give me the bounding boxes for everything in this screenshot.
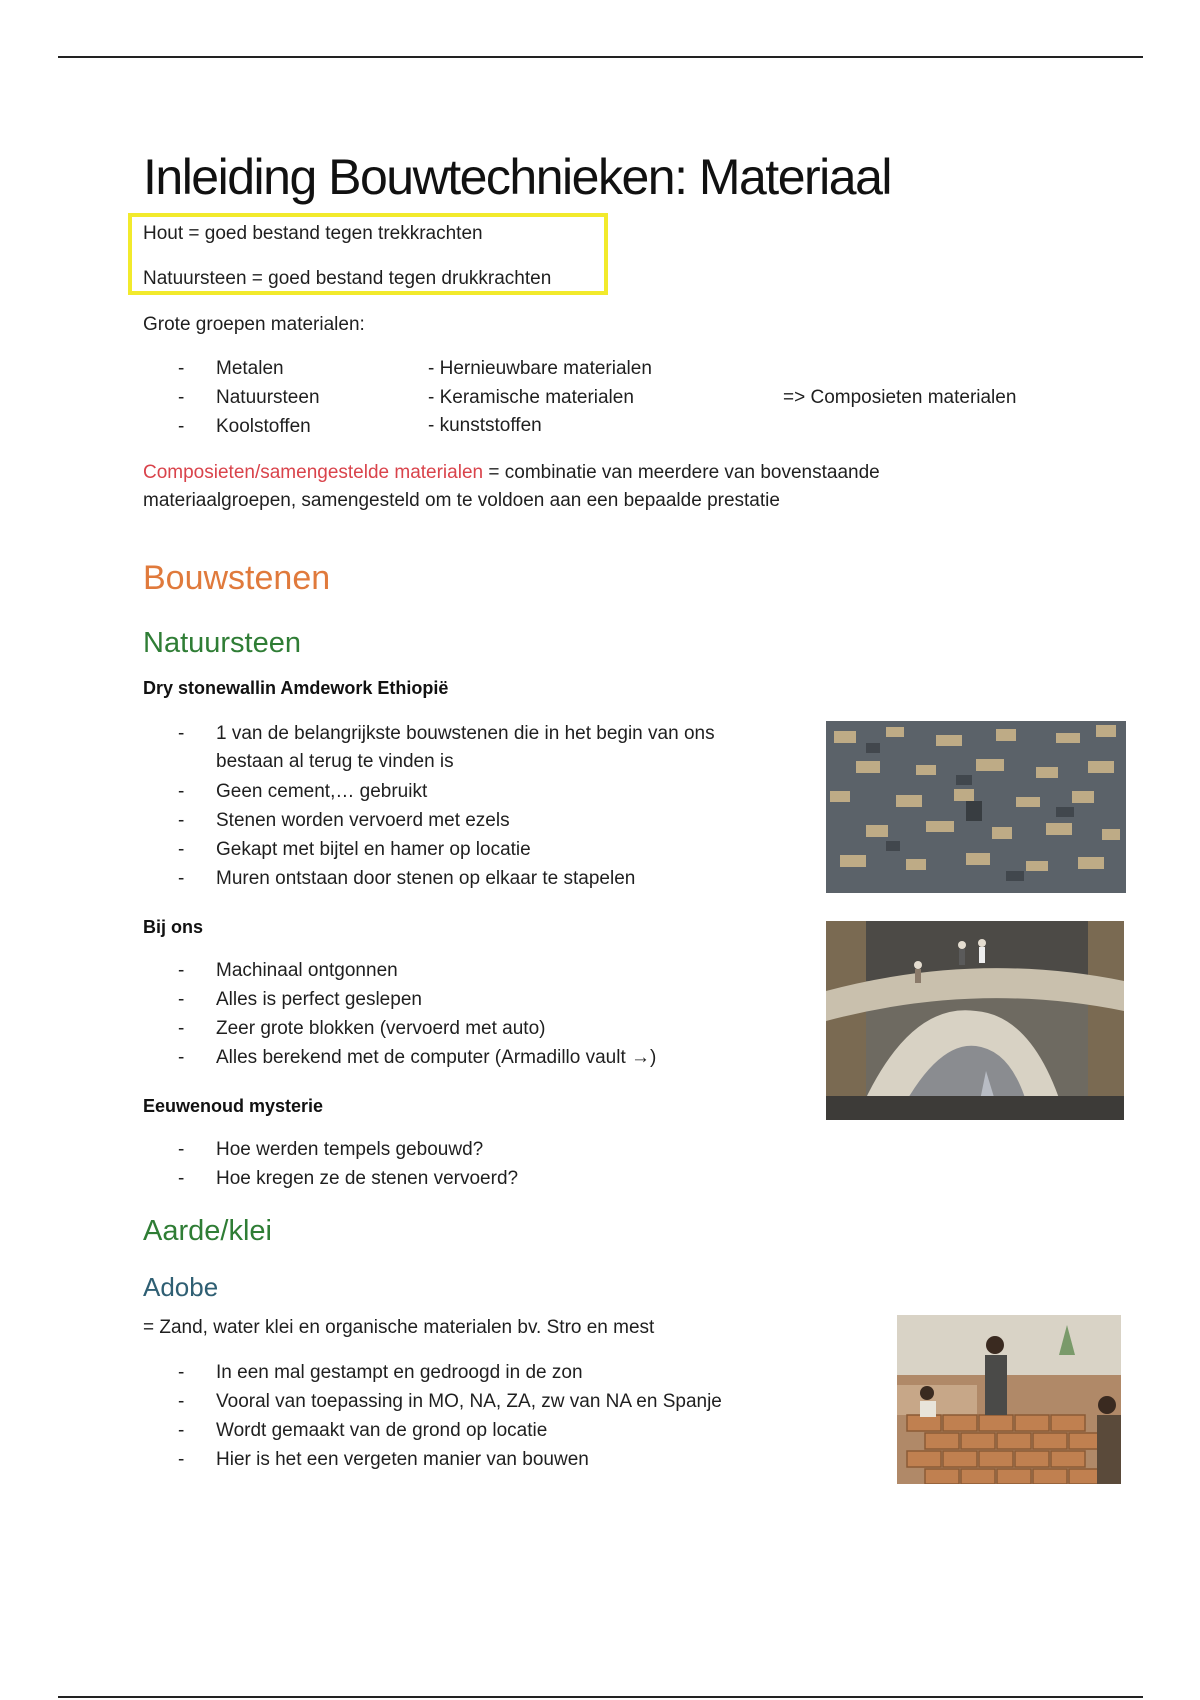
stone-wall-photo xyxy=(826,721,1126,893)
list-item: - Koolstoffen xyxy=(178,416,320,445)
list-item: - Hoe werden tempels gebouwd? xyxy=(178,1139,518,1168)
groups-col2-item: - Keramische materialen xyxy=(428,387,634,408)
composite-term: Composieten/samengestelde materialen xyxy=(143,462,484,483)
list-item: - Alles is perfect geslepen xyxy=(178,989,656,1018)
bij-ons-list xyxy=(178,960,656,1076)
heading-bouwstenen: Bouwstenen xyxy=(143,559,331,597)
groups-list-col1 xyxy=(178,358,320,445)
subheading-bij-ons: Bij ons xyxy=(143,917,204,937)
list-item: - Natuursteen xyxy=(178,387,320,416)
heading-natuursteen: Natuursteen xyxy=(143,627,301,659)
list-item: - In een mal gestampt en gedroogd in de zon xyxy=(178,1362,722,1391)
mysterie-list xyxy=(178,1139,518,1197)
armadillo-vault-photo xyxy=(826,921,1124,1120)
list-item: - Stenen worden vervoerd met ezels xyxy=(178,810,715,839)
adobe-list xyxy=(178,1362,722,1478)
list-item: - Hier is het een vergeten manier van bouwen xyxy=(178,1449,722,1478)
page-title: Inleiding Bouwtechnieken: Materiaal xyxy=(143,149,891,205)
composite-definition xyxy=(143,462,880,484)
list-item: - Vooral van toepassing in MO, NA, ZA, zw van NA en Spanje xyxy=(178,1391,722,1420)
box-line-hout: Hout = goed bestand tegen trekkrachten xyxy=(143,223,483,244)
list-item: - 1 van de belangrijkste bouwstenen die in het begin van ons xyxy=(178,723,715,751)
list-item-continuation xyxy=(178,751,715,781)
composite-def-part2: materiaalgroepen, samengesteld om te voldoen aan een bepaalde prestatie xyxy=(143,490,780,511)
list-item: - Alles berekend met de computer (Armadillo vault →) xyxy=(178,1047,656,1076)
groups-intro: Grote groepen materialen: xyxy=(143,314,365,335)
list-item: - Muren ontstaan door stenen op elkaar te stapelen xyxy=(178,868,715,897)
continuation-text: bestaan al terug te vinden is xyxy=(216,751,454,772)
subheading-eeuwenoud-mysterie: Eeuwenoud mysterie xyxy=(143,1096,324,1116)
heading-aarde-klei: Aarde/klei xyxy=(143,1215,272,1247)
box-line-natuursteen: Natuursteen = goed bestand tegen drukkrachten xyxy=(143,268,552,289)
list-item: - Metalen xyxy=(178,358,320,387)
top-rule xyxy=(58,56,1143,58)
composite-def-part1: = combinatie van meerdere van bovenstaande xyxy=(483,462,880,483)
subheading-dry-stonewall: Dry stonewallin Amdework Ethiopië xyxy=(143,678,449,698)
groups-col2-item: - kunststoffen xyxy=(428,415,542,436)
adobe-definition: = Zand, water klei en organische materialen bv. Stro en mest xyxy=(143,1317,655,1338)
list-item: - Hoe kregen ze de stenen vervoerd? xyxy=(178,1168,518,1197)
bottom-rule xyxy=(58,1696,1143,1698)
heading-adobe: Adobe xyxy=(143,1272,219,1302)
composites-arrow-note: => Composieten materialen xyxy=(783,387,1017,408)
groups-col2-item: - Hernieuwbare materialen xyxy=(428,358,652,379)
list-item: - Machinaal ontgonnen xyxy=(178,960,656,989)
list-item: - Geen cement,… gebruikt xyxy=(178,781,715,810)
adobe-wall-photo xyxy=(897,1315,1121,1484)
list-item: - Gekapt met bijtel en hamer op locatie xyxy=(178,839,715,868)
list-item: - Zeer grote blokken (vervoerd met auto) xyxy=(178,1018,656,1047)
dry-stonewall-list xyxy=(178,723,715,897)
list-item: - Wordt gemaakt van de grond op locatie xyxy=(178,1420,722,1449)
